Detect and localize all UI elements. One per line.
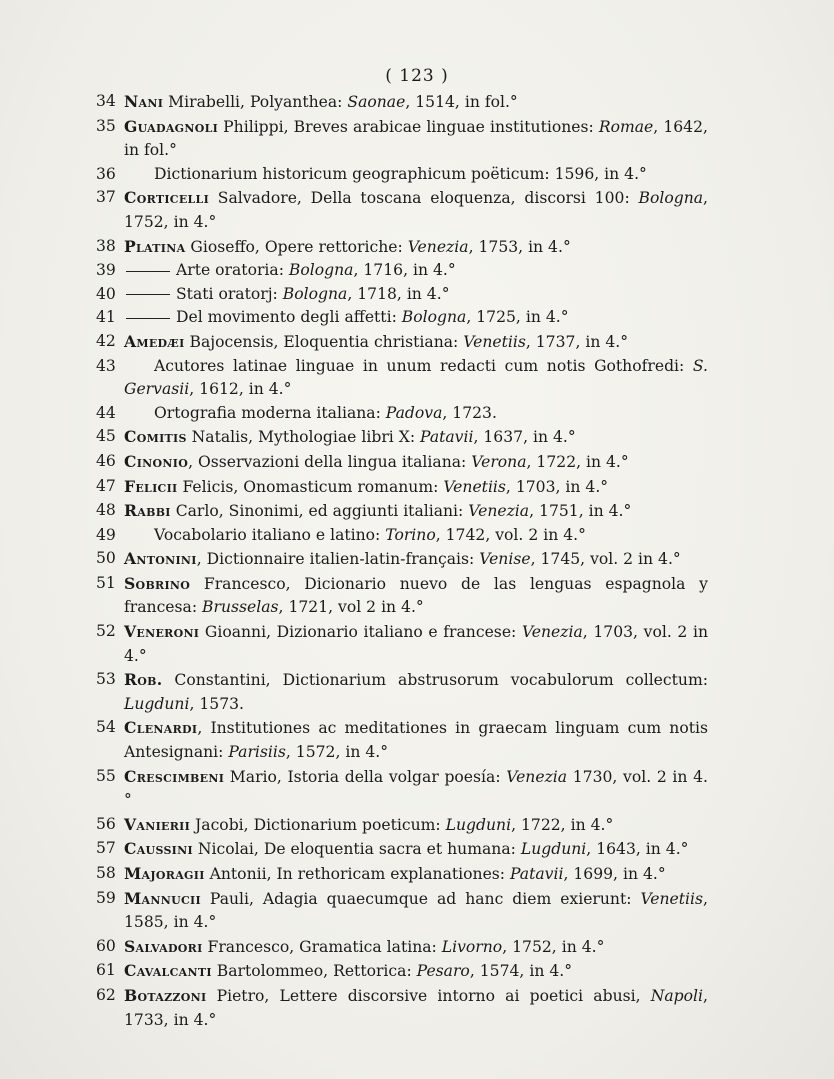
entry-title: Felicis, Onomasticum romanum:: [177, 477, 444, 496]
entry-title: Bartolommeo, Rettorica:: [211, 962, 417, 981]
entry-number: 45: [96, 427, 116, 446]
entry-number: 39: [96, 261, 116, 280]
entry-place: Venise: [479, 550, 531, 569]
entry-number: 44: [96, 403, 116, 422]
entry-number: 43: [96, 356, 116, 375]
entry-place: Parisiis: [228, 743, 286, 762]
catalogue-entry: [96, 306, 708, 330]
catalogue-entry: [96, 90, 708, 115]
catalogue-entry: [96, 862, 708, 887]
catalogue-entry: [96, 716, 708, 764]
entry-title: Pauli, Adagia quaecumque ad hanc diem exierunt:: [200, 889, 641, 908]
entry-author: Cinonio: [124, 451, 189, 471]
entry-number: 36: [96, 164, 116, 183]
entry-imprint: , 1514, in fol.°: [405, 93, 518, 111]
entry-place: Venetiis: [443, 477, 506, 496]
entry-place: Venezia: [521, 623, 583, 642]
entry-number: 62: [96, 985, 116, 1004]
catalogue-entry: [96, 402, 708, 426]
entry-number: 56: [96, 814, 116, 833]
entry-number: 53: [96, 670, 116, 689]
entry-number: 54: [96, 718, 116, 737]
entry-author: Veneroni: [124, 622, 200, 642]
entry-title: Bajocensis, Eloquentia christiana:: [184, 332, 464, 351]
entry-place: Lugduni: [520, 840, 587, 859]
catalogue-entry: [96, 765, 708, 813]
entry-place: S. Gervasii: [124, 356, 708, 399]
entry-author: Mannucii: [124, 888, 201, 908]
entry-author: Nani: [124, 92, 164, 111]
entry-imprint: , 1752, in 4.°: [502, 937, 605, 956]
entry-imprint: , 1721, vol 2 in 4.°: [278, 598, 424, 617]
entry-title: Nicolai, De eloquentia sacra et humana:: [192, 840, 521, 859]
entry-author: Cavalcanti: [124, 961, 212, 981]
entry-title: , Osservazioni della lingua italiana:: [188, 452, 472, 471]
catalogue-entry: [96, 984, 708, 1032]
entry-imprint: , 1716, in 4.°: [353, 261, 456, 280]
entry-imprint: , 1753, in 4.°: [468, 237, 571, 256]
entry-number: 51: [96, 573, 116, 592]
entry-number: 59: [96, 888, 116, 907]
entry-author: Majoragii: [124, 864, 205, 883]
entry-imprint: , 1642, in fol.°: [124, 117, 708, 160]
entry-number: 35: [96, 116, 116, 135]
entry-title: Jacobi, Dictionarium poeticum:: [190, 815, 446, 834]
catalogue-entry: [96, 935, 708, 960]
entry-imprint: , 1574, in 4.°: [469, 962, 573, 981]
entry-imprint: , 1737, in 4.°: [525, 332, 629, 351]
entry-place: Napoli: [650, 986, 704, 1005]
ditto-dash: [126, 318, 170, 319]
entry-number: 50: [96, 549, 116, 568]
entry-number: 40: [96, 284, 116, 303]
catalogue-entry: [96, 115, 708, 163]
entry-imprint: , 1722, in 4.°: [526, 452, 629, 471]
entry-imprint: , 1725, in 4.°: [466, 308, 569, 327]
catalogue-entry: [96, 547, 708, 572]
entry-place: Saonae: [347, 93, 406, 111]
entry-imprint: , 1585, in 4.°: [124, 889, 708, 932]
entry-imprint: 1730, vol. 2 in 4.°: [124, 767, 708, 810]
entry-imprint: , 1722, in 4.°: [511, 815, 614, 834]
entry-author: Amedæi: [124, 331, 185, 351]
entry-author: Sobrino: [124, 573, 191, 593]
entry-title: Francesco, Gramatica latina:: [202, 937, 442, 956]
entry-number: 34: [96, 92, 116, 110]
entry-title: Carlo, Sinonimi, ed aggiunti italiani:: [170, 502, 469, 521]
catalogue-entry: [96, 235, 708, 260]
entry-number: 47: [96, 476, 116, 495]
entry-place: Bologna: [288, 261, 354, 280]
entry-imprint: , 1742, vol. 2 in 4.°: [435, 525, 586, 544]
entry-author: Comitis: [124, 427, 187, 447]
entry-place: Torino: [385, 525, 436, 544]
catalogue-entry: [96, 887, 708, 935]
catalogue-entry: [96, 186, 708, 234]
entry-imprint: , 1703, vol. 2 in 4.°: [124, 623, 708, 665]
entry-title: Gioseffo, Opere rettoriche:: [185, 237, 408, 256]
entry-place: Pesaro: [416, 962, 470, 981]
entry-place: Padova: [385, 403, 443, 422]
catalogue-entry: [96, 524, 708, 548]
entry-place: Venezia: [506, 767, 568, 786]
entry-title: Natalis, Mythologiae libri X:: [186, 428, 421, 447]
entry-title: , Institutiones ac meditationes in graecam linguam cum notis Antesignani:: [124, 719, 708, 762]
catalogue-entry: [96, 620, 708, 668]
entry-author: Vanierii: [124, 814, 191, 834]
catalogue-entry: [96, 499, 708, 524]
entry-imprint: , 1718, in 4.°: [347, 284, 450, 303]
catalogue-entry: [96, 355, 708, 402]
entry-number: 38: [96, 236, 116, 255]
entry-number: 60: [96, 936, 116, 955]
entry-imprint: , 1745, vol. 2 in 4.°: [530, 550, 681, 569]
entry-imprint: , 1723.: [442, 403, 497, 422]
entry-number: 58: [96, 864, 116, 882]
entry-place: Venezia: [468, 502, 530, 521]
entry-place: Brusselas: [202, 598, 279, 617]
entry-place: Lugduni: [445, 815, 512, 834]
ditto-dash: [126, 271, 170, 272]
entry-number: 57: [96, 839, 116, 858]
entry-author: Caussini: [124, 839, 193, 859]
entry-title: Mirabelli, Polyanthea:: [163, 93, 348, 111]
entry-place: Lugduni: [124, 694, 190, 713]
entry-imprint: , 1637, in 4.°: [473, 428, 576, 447]
entry-place: Bologna: [401, 308, 467, 327]
entry-author: Corticelli: [124, 188, 210, 208]
entry-place: Venetiis: [640, 889, 704, 908]
entry-place: Bologna: [638, 189, 704, 208]
entry-title: Francesco, Dicionario nuevo de las lenguas espagnola y francesa:: [124, 574, 708, 617]
entry-author: Platina: [124, 236, 186, 256]
page-number: ( 123 ): [385, 66, 449, 86]
entry-title: Mario, Istoria della volgar poesía:: [224, 767, 507, 786]
entry-number: 41: [96, 308, 116, 327]
entry-title: Arte oratoria:: [176, 261, 289, 280]
entry-author: Salvadori: [124, 936, 203, 956]
entry-title: Ortografia moderna italiana:: [154, 403, 386, 422]
entry-place: Venetiis: [463, 332, 526, 351]
entry-place: Patavii: [420, 428, 474, 447]
catalogue-entry: [96, 475, 708, 500]
entry-place: Venezia: [407, 237, 469, 256]
catalogue-entry: [96, 283, 708, 307]
entry-title: Stati oratorj:: [176, 284, 283, 303]
entry-imprint: , 1751, in 4.°: [529, 502, 632, 521]
entry-imprint: , 1572, in 4.°: [285, 743, 389, 762]
entry-number: 49: [96, 525, 116, 544]
entry-place: Bologna: [282, 284, 348, 303]
entry-author: Felicii: [124, 476, 178, 496]
entry-title: Vocabolario italiano e latino:: [154, 525, 386, 544]
catalogue-entry: [96, 668, 708, 716]
entry-author: Crescimbeni: [124, 766, 225, 786]
entry-number: 46: [96, 451, 116, 470]
catalogue-entries: [96, 90, 708, 1032]
entry-author: Guadagnoli: [124, 116, 219, 136]
catalogue-entry: [96, 837, 708, 862]
entry-imprint: , 1699, in 4.°: [563, 865, 666, 883]
catalogue-entry: [96, 259, 708, 283]
entry-author: Clenardi: [124, 718, 198, 738]
entry-imprint: , 1643, in 4.°: [586, 840, 689, 859]
entry-place: Patavii: [510, 865, 564, 883]
entry-author: Rabbi: [124, 501, 171, 521]
catalogue-entry: [96, 959, 708, 984]
catalogue-entry: [96, 450, 708, 475]
entry-place: Verona: [471, 452, 527, 471]
entry-author: Antonini: [124, 549, 197, 569]
entry-number: 42: [96, 331, 116, 350]
catalogue-entry: [96, 813, 708, 838]
entry-author: Botazzoni: [124, 985, 207, 1005]
entry-number: 61: [96, 961, 116, 980]
entry-title: Salvadore, Della toscana eloquenza, discorsi 100:: [209, 189, 639, 208]
entry-title: Acutores latinae linguae in unum redacti cum notis Gothofredi:: [154, 356, 693, 375]
catalogue-entry: [96, 425, 708, 450]
entry-title: Pietro, Lettere discorsive intorno ai poetici abusi,: [206, 986, 651, 1005]
entry-title: Gioanni, Dizionario italiano e francese:: [199, 623, 522, 642]
ditto-dash: [126, 294, 170, 295]
entry-number: 48: [96, 501, 116, 520]
entry-imprint: , 1703, in 4.°: [505, 477, 609, 496]
catalogue-entry: [96, 572, 708, 620]
entry-number: 52: [96, 622, 116, 641]
entry-place: Romae: [598, 117, 654, 136]
entry-number: 55: [96, 766, 116, 785]
entry-place: Livorno: [441, 937, 503, 956]
entry-imprint: , 1733, in 4.°: [124, 986, 708, 1029]
entry-title: Antonii, In rethoricam explanationes:: [204, 865, 511, 883]
entry-imprint: , 1573.: [189, 694, 244, 713]
entry-title: Dictionarium historicum geographicum poëticum: 1596, in 4.°: [154, 164, 647, 183]
entry-imprint: , 1612, in 4.°: [189, 380, 292, 399]
catalogue-entry: [96, 330, 708, 355]
entry-title: , Dictionnaire italien-latin-français:: [196, 550, 480, 569]
catalogue-entry: [96, 163, 708, 187]
entry-title: Philippi, Breves arabicae linguae institutiones:: [218, 117, 599, 136]
entry-number: 37: [96, 188, 116, 207]
entry-title: Constantini, Dictionarium abstrusorum vocabulorum collectum:: [162, 671, 708, 690]
entry-title: Del movimento degli affetti:: [176, 308, 402, 327]
entry-author: Rob.: [124, 670, 163, 690]
entry-imprint: , 1752, in 4.°: [124, 189, 708, 231]
